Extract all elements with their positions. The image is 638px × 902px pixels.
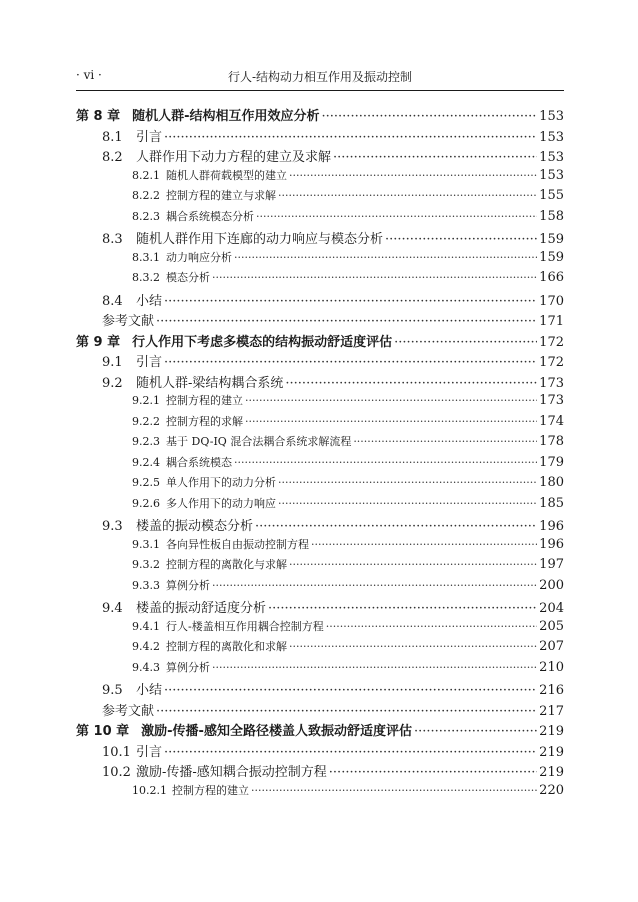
dot-leader <box>164 745 537 760</box>
toc-entry-page: 172 <box>539 355 564 370</box>
toc-section-entry[interactable] <box>76 269 564 290</box>
toc-entry-title: 动力响应分析 <box>166 250 232 264</box>
toc-entry-page: 200 <box>539 577 564 593</box>
toc-entry-number: 8.2.2 <box>132 189 160 202</box>
toc-section-entry[interactable] <box>76 495 564 516</box>
book-title: 行人-结构动力相互作用及振动控制 <box>227 70 413 84</box>
toc-entry-page: 173 <box>539 393 564 408</box>
toc-section-entry[interactable] <box>76 761 564 782</box>
toc-entry-page: 153 <box>539 109 564 124</box>
toc-entry-title: 耦合系统模态分析 <box>166 209 254 223</box>
dot-leader <box>255 519 537 534</box>
page-number: · vi · <box>76 68 102 82</box>
toc-entry-page: 159 <box>539 249 564 265</box>
toc-entry-number: 9.4.1 <box>132 619 160 633</box>
dot-leader <box>268 601 537 616</box>
toc-entry-title: 小结 <box>136 293 163 309</box>
dot-leader <box>234 456 537 469</box>
toc-entry-page: 216 <box>539 683 564 698</box>
toc-section-entry[interactable] <box>76 413 564 434</box>
dot-leader <box>156 314 537 329</box>
dot-leader <box>256 210 537 223</box>
toc-entry-number: 9.2.3 <box>132 435 160 448</box>
dot-leader <box>322 109 538 124</box>
toc-entry-page: 158 <box>539 208 564 224</box>
toc-section-entry[interactable] <box>76 187 564 208</box>
dot-leader <box>156 704 537 719</box>
toc-entry-title: 行人作用下考虑多模态的结构振动舒适度评估 <box>132 334 393 350</box>
dot-leader <box>251 784 537 797</box>
toc-entry-title: 激励-传播-感知全路径楼盖人致振动舒适度评估 <box>141 724 412 739</box>
toc-entry-title: 引言 <box>136 129 163 145</box>
toc-entry-title: 各向异性板自由振动控制方程 <box>166 537 309 551</box>
toc-section-entry[interactable] <box>76 372 564 393</box>
toc-entry-number: 9.5 <box>102 683 123 698</box>
toc-entry-page: 170 <box>539 293 564 309</box>
toc-entry-number: 第 8 章 <box>76 109 121 124</box>
dot-leader <box>278 497 537 510</box>
toc-entry-number: 9.3 <box>102 519 123 534</box>
dot-leader <box>245 415 537 428</box>
toc-references-entry[interactable] <box>76 310 564 331</box>
dot-leader <box>289 558 537 571</box>
toc-entry-number: 9.2.6 <box>132 496 160 510</box>
toc-entry-number: 8.4 <box>102 293 123 309</box>
toc-entry-title: 随机人群-结构相互作用效应分析 <box>132 109 320 124</box>
toc-entry-title: 楼盖的振动模态分析 <box>136 519 254 534</box>
toc-entry-title: 算例分析 <box>166 660 210 674</box>
toc-section-entry[interactable] <box>76 782 564 803</box>
toc-entry-page: 219 <box>539 724 564 739</box>
dot-leader <box>311 538 537 551</box>
toc-entry-title: 控制方程的离散化与求解 <box>166 558 287 571</box>
toc-entry-number: 8.2 <box>102 150 123 165</box>
toc-entry-page: 219 <box>539 744 564 760</box>
dot-leader <box>278 189 537 202</box>
dot-leader <box>414 724 537 739</box>
dot-leader <box>385 232 537 247</box>
toc-references-entry[interactable] <box>76 700 564 721</box>
toc-section-entry[interactable] <box>76 454 564 475</box>
toc-section-entry[interactable] <box>76 638 564 659</box>
toc-section-entry[interactable] <box>76 577 564 598</box>
toc-entry-page: 171 <box>539 314 564 329</box>
toc-section-entry[interactable] <box>76 228 564 249</box>
toc-entry-page: 217 <box>539 703 564 719</box>
toc-entry-page: 153 <box>539 150 564 165</box>
toc-entry-number: 9.3.3 <box>132 578 160 592</box>
toc-entry-number: 9.2.4 <box>132 455 160 469</box>
toc-entry-title: 控制方程的建立 <box>172 783 249 797</box>
toc-entry-number: 9.4 <box>102 601 123 616</box>
toc-entry-title: 小结 <box>136 683 163 698</box>
toc-entry-number: 9.4.2 <box>132 640 160 653</box>
toc-section-entry[interactable] <box>76 556 564 577</box>
toc-entry-page: 219 <box>539 765 564 780</box>
dot-leader <box>333 150 537 165</box>
toc-entry-page: 173 <box>539 375 564 391</box>
toc-chapter-entry[interactable] <box>76 331 564 352</box>
toc-entry-page: 166 <box>539 270 564 285</box>
toc-section-entry[interactable] <box>76 351 564 372</box>
toc-entry-number: 9.1 <box>102 355 123 370</box>
toc-entry-title: 随机人群作用下连廊的动力响应与模态分析 <box>136 232 384 247</box>
toc-entry-number: 8.2.3 <box>132 209 160 223</box>
toc-entry-page: 204 <box>539 601 564 616</box>
toc-entry-page: 210 <box>539 659 564 675</box>
toc-entry-title: 引言 <box>136 355 163 370</box>
dot-leader <box>164 294 537 309</box>
dot-leader <box>353 435 537 448</box>
toc-entry-title: 多人作用下的动力响应 <box>166 496 276 510</box>
toc-entry-number: 8.3.2 <box>132 271 160 284</box>
toc-entry-number: 10.2.1 <box>132 783 167 797</box>
toc-entry-page: 185 <box>539 495 564 511</box>
table-of-contents <box>76 105 564 802</box>
toc-section-entry[interactable] <box>76 659 564 680</box>
toc-entry-title: 引言 <box>136 744 163 760</box>
toc-entry-number: 8.1 <box>102 129 123 145</box>
toc-entry-page: 196 <box>539 519 564 534</box>
toc-section-entry[interactable] <box>76 618 564 639</box>
toc-entry-number: 9.4.3 <box>132 660 160 674</box>
toc-section-entry[interactable] <box>76 290 564 311</box>
dot-leader <box>212 579 537 592</box>
dot-leader <box>164 130 537 145</box>
toc-entry-page: 153 <box>539 167 564 183</box>
toc-entry-page: 174 <box>539 413 564 429</box>
toc-entry-title: 单人作用下的动力分析 <box>166 476 276 489</box>
toc-entry-number: 9.2.5 <box>132 476 160 489</box>
toc-section-entry[interactable] <box>76 167 564 188</box>
toc-entry-page: 172 <box>539 334 564 350</box>
dot-leader <box>234 251 537 264</box>
toc-entry-number: 9.2.1 <box>132 394 160 407</box>
toc-entry-page: 178 <box>539 434 564 449</box>
toc-entry-page: 220 <box>539 782 564 798</box>
dot-leader <box>289 640 537 653</box>
toc-entry-number: 9.2 <box>102 375 123 391</box>
toc-section-entry[interactable] <box>76 597 564 618</box>
toc-section-entry[interactable] <box>76 126 564 147</box>
toc-entry-page: 159 <box>539 232 564 247</box>
dot-leader <box>212 661 537 674</box>
toc-entry-title: 模态分析 <box>166 271 210 284</box>
toc-entry-page: 196 <box>539 536 564 552</box>
toc-entry-title: 基于 DQ-IQ 混合法耦合系统求解流程 <box>166 435 352 448</box>
toc-entry-title: 行人-楼盖相互作用耦合控制方程 <box>166 619 324 633</box>
toc-entry-number: 8.3 <box>102 232 123 247</box>
dot-leader <box>212 271 537 284</box>
header-rule <box>76 90 564 91</box>
toc-entry-title: 算例分析 <box>166 578 210 592</box>
toc-section-entry[interactable] <box>76 433 564 454</box>
toc-entry-number: 第 10 章 <box>76 724 130 739</box>
toc-entry-number: 9.3.2 <box>132 558 160 571</box>
dot-leader <box>245 394 537 407</box>
toc-section-entry[interactable] <box>76 536 564 557</box>
toc-section-entry[interactable] <box>76 249 564 270</box>
toc-entry-title: 控制方程的建立与求解 <box>166 189 276 202</box>
toc-entry-page: 179 <box>539 454 564 470</box>
dot-leader <box>285 376 537 391</box>
toc-section-entry[interactable] <box>76 392 564 413</box>
toc-chapter-entry[interactable] <box>76 720 564 741</box>
toc-entry-number: 9.3.1 <box>132 537 160 551</box>
dot-leader <box>394 335 537 350</box>
dot-leader <box>326 620 537 633</box>
dot-leader <box>329 765 537 780</box>
toc-entry-number: 9.2.2 <box>132 414 160 428</box>
toc-entry-page: 180 <box>539 475 564 490</box>
toc-entry-title: 控制方程的建立 <box>166 394 243 407</box>
toc-section-entry[interactable] <box>76 679 564 700</box>
toc-entry-title: 参考文献 <box>102 314 155 329</box>
toc-entry-number: 8.3.1 <box>132 250 160 264</box>
toc-entry-page: 153 <box>539 129 564 145</box>
toc-section-entry[interactable] <box>76 474 564 495</box>
toc-section-entry[interactable] <box>76 741 564 762</box>
toc-section-entry[interactable] <box>76 146 564 167</box>
toc-entry-page: 155 <box>539 188 564 203</box>
running-header <box>76 68 564 86</box>
toc-entry-page: 207 <box>539 639 564 654</box>
toc-entry-page: 205 <box>539 618 564 634</box>
dot-leader <box>164 683 537 698</box>
toc-entry-number: 8.2.1 <box>132 168 160 182</box>
toc-entry-page: 197 <box>539 557 564 572</box>
toc-entry-title: 控制方程的离散化和求解 <box>166 640 287 653</box>
toc-chapter-entry[interactable] <box>76 105 564 126</box>
toc-entry-title: 人群作用下动力方程的建立及求解 <box>136 150 332 165</box>
dot-leader <box>164 355 537 370</box>
toc-entry-number: 第 9 章 <box>76 334 121 350</box>
toc-section-entry[interactable] <box>76 208 564 229</box>
toc-entry-title: 控制方程的求解 <box>166 414 243 428</box>
toc-entry-title: 参考文献 <box>102 703 155 719</box>
toc-entry-title: 激励-传播-感知耦合振动控制方程 <box>136 765 327 780</box>
dot-leader <box>278 476 537 489</box>
dot-leader <box>289 169 537 182</box>
toc-entry-title: 耦合系统模态 <box>166 455 232 469</box>
toc-entry-number: 10.2 <box>102 765 131 780</box>
toc-entry-number: 10.1 <box>102 744 131 760</box>
toc-section-entry[interactable] <box>76 515 564 536</box>
toc-entry-title: 楼盖的振动舒适度分析 <box>136 601 267 616</box>
toc-entry-title: 随机人群荷载模型的建立 <box>166 168 287 182</box>
toc-entry-title: 随机人群-梁结构耦合系统 <box>136 375 284 391</box>
